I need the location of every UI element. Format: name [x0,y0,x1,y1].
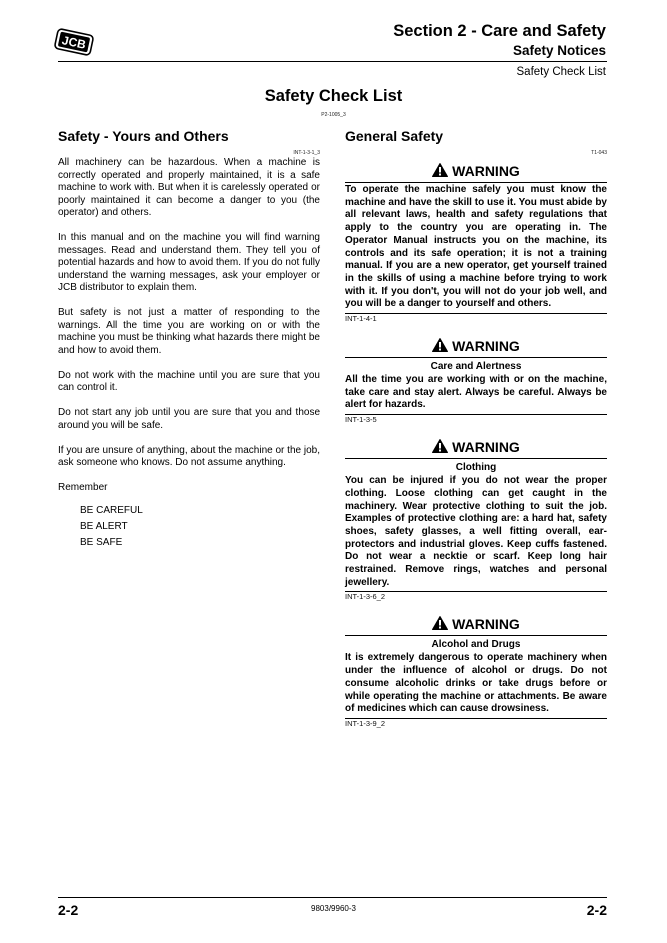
right-column [345,128,607,741]
warning-triangle-icon [432,338,448,352]
breadcrumb: Safety Check List [516,66,606,78]
footer-divider [58,897,607,898]
warning-body: You can be injured if you do not wear the proper clothing. Loose clothing can get caught in the machinery. Wear protective clothing to suit the job. Examples of protective clothing are: a hard hat, safety shoes, safety glasses, a well fitting overall, ear-protectors and industrial gloves. Keep cuffs fastened. Do not wear a necktie or scarf. Keep long hair restrained. Remove rings, watches and personal jewellery. [345,475,607,588]
remember-label: Remember [58,482,108,493]
warning-divider [345,357,607,358]
page-title: Safety Check List [264,87,403,105]
reminder-item: BE ALERT [80,520,128,532]
warning-body: All the time you are working with or on the machine, take care and stay alert. Always be careful. Always be alert for hazards. [345,374,607,411]
section-heading-general-safety: General Safety [345,128,444,144]
ref-code: T1-043 [591,150,607,156]
warning-body: To operate the machine safely you must know the machine and have the skill to use it. You must abide by all relevant laws, health and safety regulations that apply to the country you are operating in. The Operator Manual instructs you on the machine, its controls and its safe operation; it is not a training manual. If you are a new operator, get yourself trained in the skills of using a machine before trying to work with it. If you don't, you will not do your job well, and you will be a danger to yourself and others. [345,184,607,310]
warning-subtitle: Care and Alertness [430,361,522,373]
reminder-list [80,503,320,551]
warning-triangle-icon [432,616,448,630]
page-ref-code: P2-1005_3 [321,112,346,118]
warning-label: WARNING [452,338,520,355]
warning-label: WARNING [452,616,520,633]
paragraph: But safety is not just a matter of responding to the warnings. All the time you are working on or with the machine you must be thinking what hazards there might be and how to avoid them. [58,307,320,356]
paragraph: Do not start any job until you are sure that you and those around you will be safe. [58,407,320,431]
warning-triangle-icon [432,439,448,453]
warning-block [345,336,607,425]
warning-block [345,161,607,324]
jcb-logo-icon [53,27,95,57]
warning-label: WARNING [452,439,520,456]
warning-header [345,437,607,458]
document-number: 9803/9960-3 [311,904,356,913]
left-column [58,128,320,551]
jcb-logo [53,27,95,57]
warning-triangle-icon [432,163,448,177]
warning-body: It is extremely dangerous to operate machinery when under the influence of alcohol or drugs. Do not consume alcoholic drinks or take drugs before or while operating the machine or attachments. Be aware of medicines which can cause drowsiness. [345,652,607,715]
warning-block [345,437,607,602]
subsection-title: Safety Notices [512,43,606,58]
warning-header [345,161,607,182]
page-number-left: 2-2 [58,902,79,918]
warning-divider [345,635,607,636]
paragraph: If you are unsure of anything, about the machine or the job, ask someone who knows. Do not assume anything. [58,444,320,468]
ref-code: INT-1-3-1_3 [293,150,320,156]
warning-ref-code: INT-1-3-6_2 [345,592,386,602]
warning-ref-code: INT-1-3-9_2 [345,718,386,728]
header-divider [58,61,607,62]
warning-header [345,614,607,635]
warning-divider [345,182,607,183]
warning-block [345,614,607,729]
warning-subtitle: Alcohol and Drugs [431,639,521,651]
warning-ref-code: INT-1-4-1 [345,314,377,324]
warning-ref-code: INT-1-3-5 [345,415,377,425]
warning-label: WARNING [452,163,520,179]
warning-subtitle: Clothing [455,462,497,474]
warning-divider [345,458,607,459]
paragraph: All machinery can be hazardous. When a machine is correctly operated and properly maintained, it is a safe machine to work with. But when it is carelessly operated or poorly maintained it can become a danger to you (the operator) and others. [58,157,320,218]
paragraph: Do not work with the machine until you are sure that you can control it. [58,369,320,393]
page-number-right: 2-2 [586,902,607,918]
warning-header [345,336,607,357]
paragraph: In this manual and on the machine you will find warning messages. Read and understand them. They tell you of potential hazards and how to avoid them. If you do not fully understand the warning messages, ask your employer or JCB distributor to explain them. [58,232,320,293]
section-title: Section 2 - Care and Safety [393,22,606,40]
reminder-item: BE CAREFUL [80,504,143,516]
section-heading-safety-yours-and-others: Safety - Yours and Others [58,128,229,144]
reminder-item: BE SAFE [80,536,123,548]
svg-text:JCB: JCB [60,33,88,52]
